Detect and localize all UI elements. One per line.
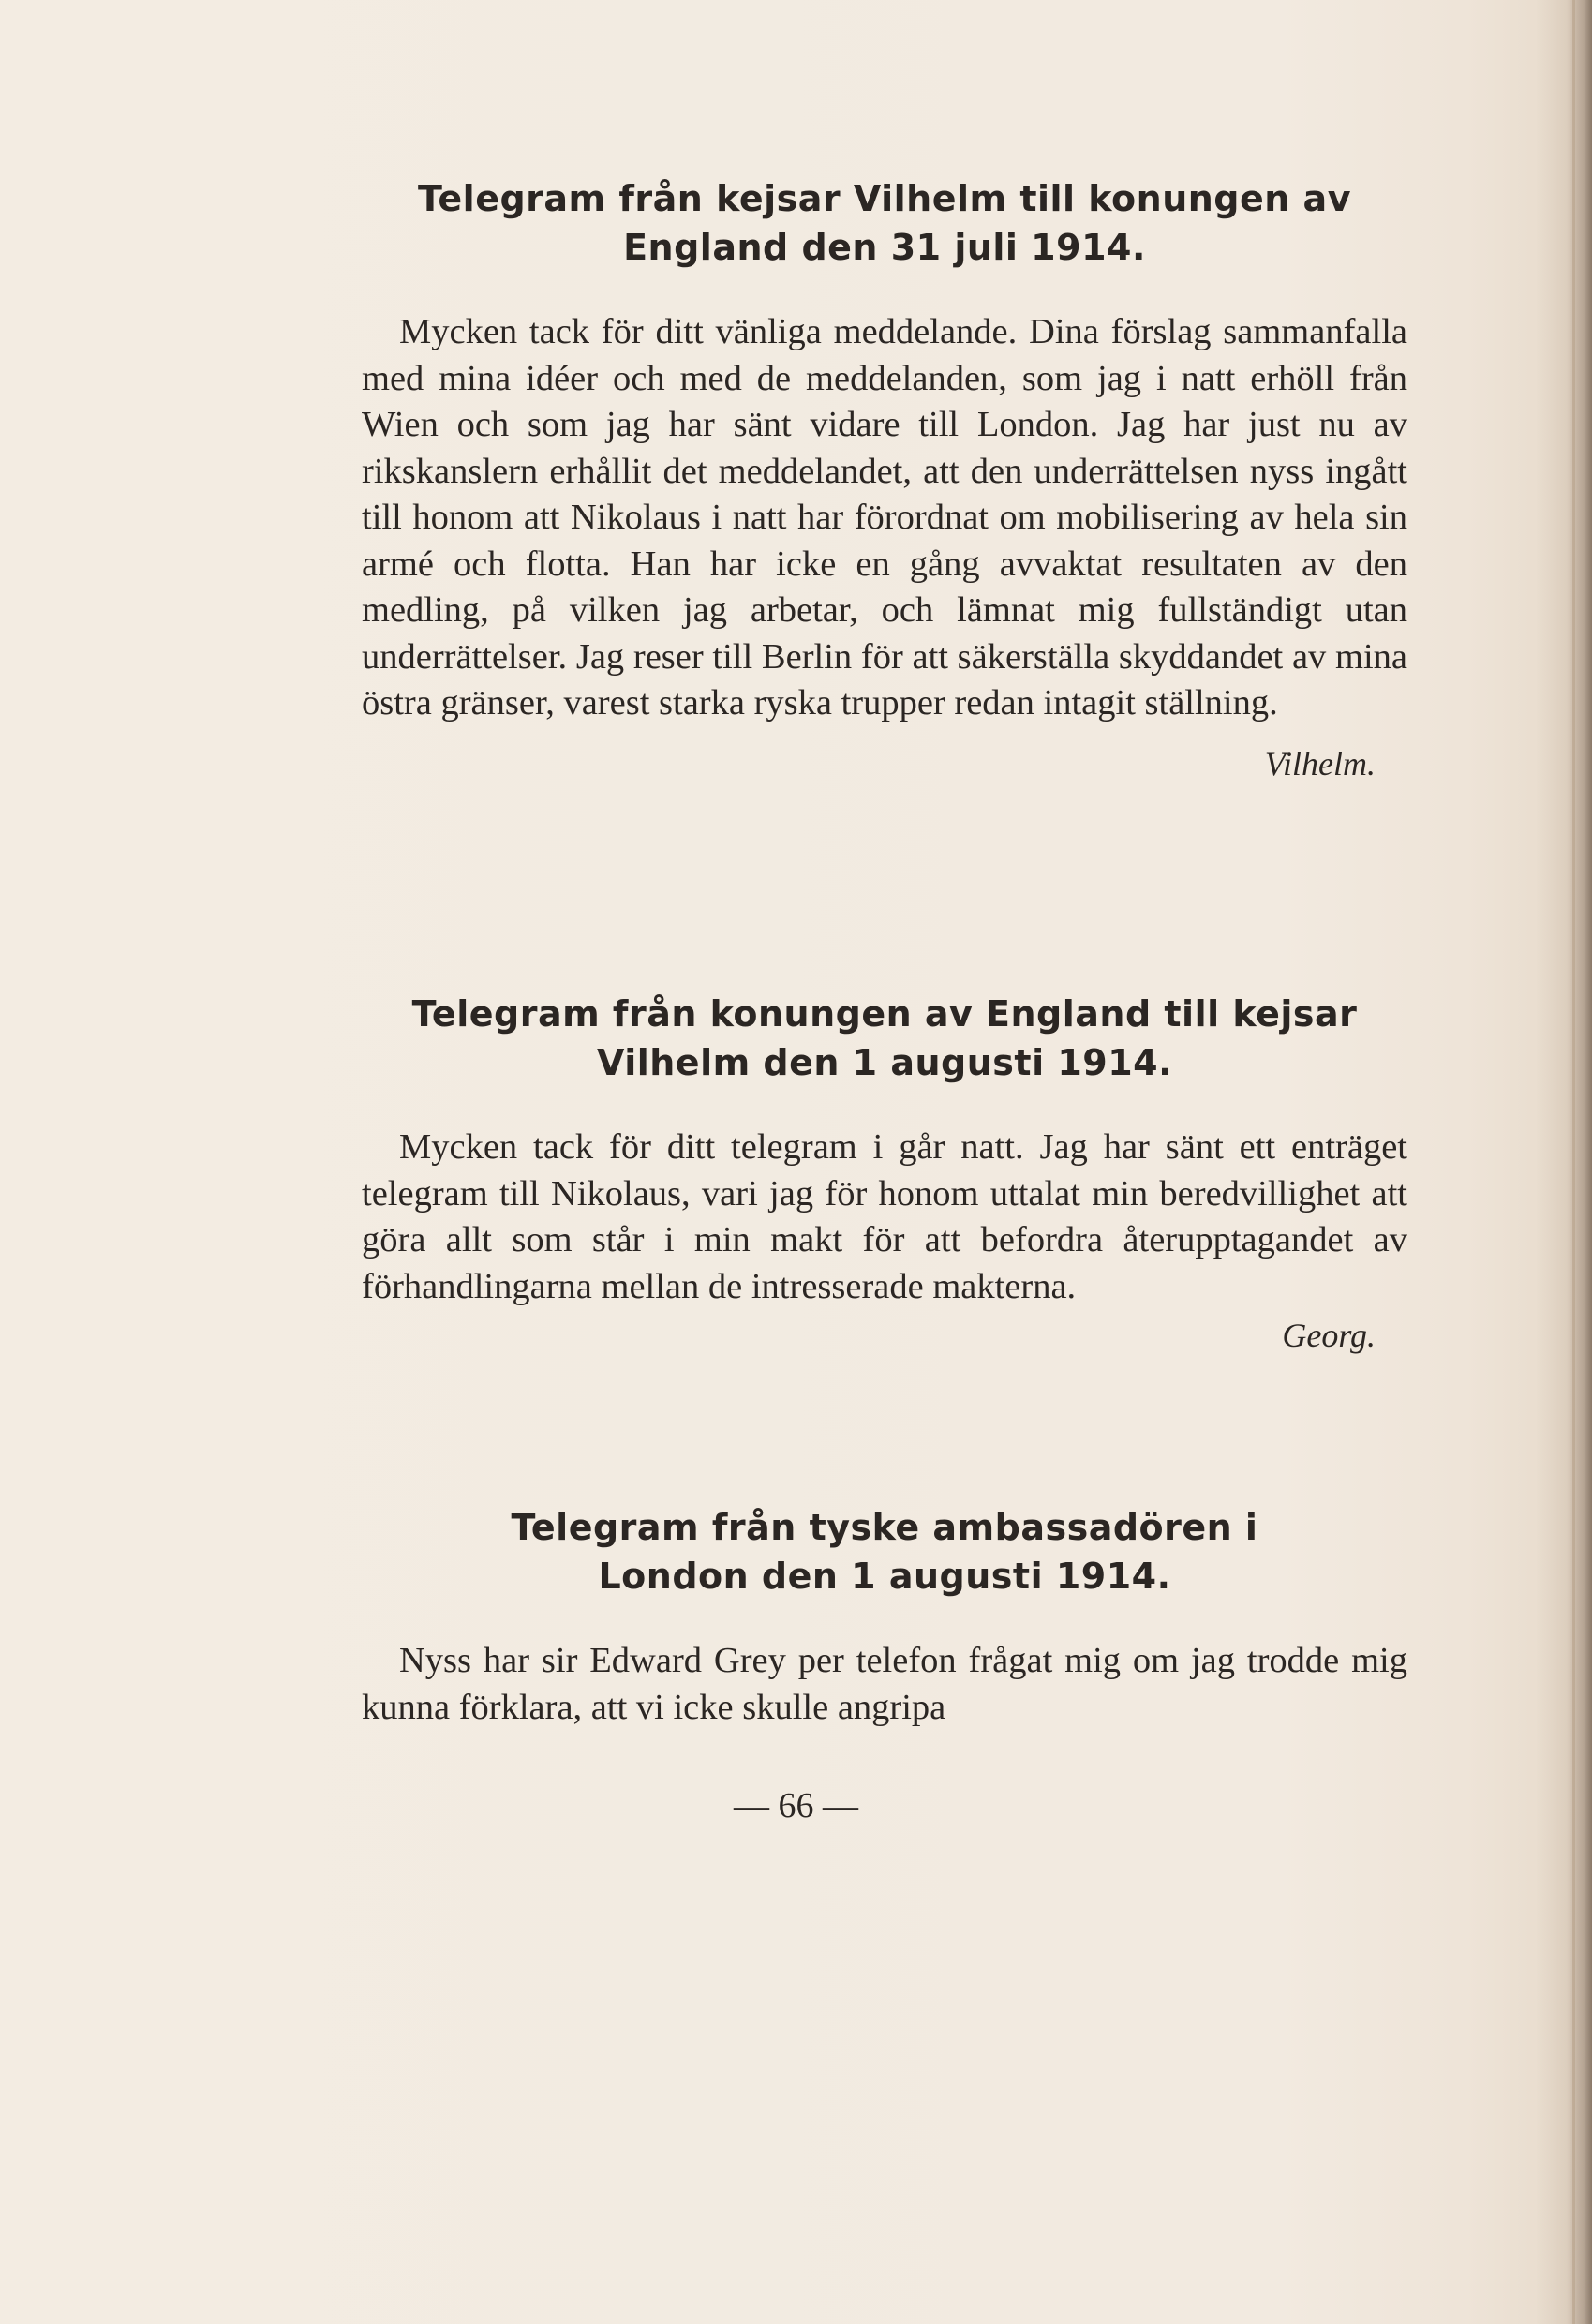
telegram-signature-1: Vilhelm. xyxy=(1264,744,1376,782)
telegram-section-1 xyxy=(362,174,1407,787)
telegram-heading-3: Telegram från tyske ambassadören i London den 1 augusti 1914. xyxy=(511,1507,1258,1597)
telegram-body-1: Mycken tack för ditt vänliga meddelande. Dina förslag sammanfalla med mina idéer och med de meddelanden, som jag i natt erhöll från Wien och som jag har sänt vidare till London. Jag har just nu av rikskanslern erhållit det meddelandet, att den underrättelsen nyss ingått till honom att Nikolaus i natt har förordnat om mobilisering av hela sin armé och flotta. Han har icke en gång avvaktat resultaten av den medling, på vilken jag arbetar, och lämnat mig fullständigt utan underrättelser. Jag reser till Berlin för att säkerställa skyddandet av mina östra gränser, varest starka ryska trupper redan intagit ställning. xyxy=(362,312,1407,723)
page-edge-shadow xyxy=(1536,0,1592,2324)
telegram-body-2: Mycken tack för ditt telegram i går natt. Jag har sänt ett enträget telegram till Nikolaus, vari jag för honom uttalat min beredvillighet att göra allt som står i min makt för att befordra återupptagandet av förhandlingarna mellan de intresserade makterna. xyxy=(362,1127,1407,1306)
page-edge-line xyxy=(1572,0,1575,2324)
telegram-heading-2: Telegram från konungen av England till kejsar Vilhelm den 1 augusti 1914. xyxy=(411,993,1358,1083)
page-number: — 66 — xyxy=(734,1786,858,1825)
telegram-section-2 xyxy=(362,990,1407,1359)
telegram-heading-1: Telegram från kejsar Vilhelm till konungen av England den 31 juli 1914. xyxy=(418,178,1351,268)
telegram-section-3 xyxy=(362,1503,1407,1731)
telegram-signature-2: Georg. xyxy=(1282,1317,1376,1354)
telegram-body-3: Nyss har sir Edward Grey per telefon frågat mig om jag trodde mig kunna förklara, att vi icke skulle angripa xyxy=(362,1641,1407,1727)
